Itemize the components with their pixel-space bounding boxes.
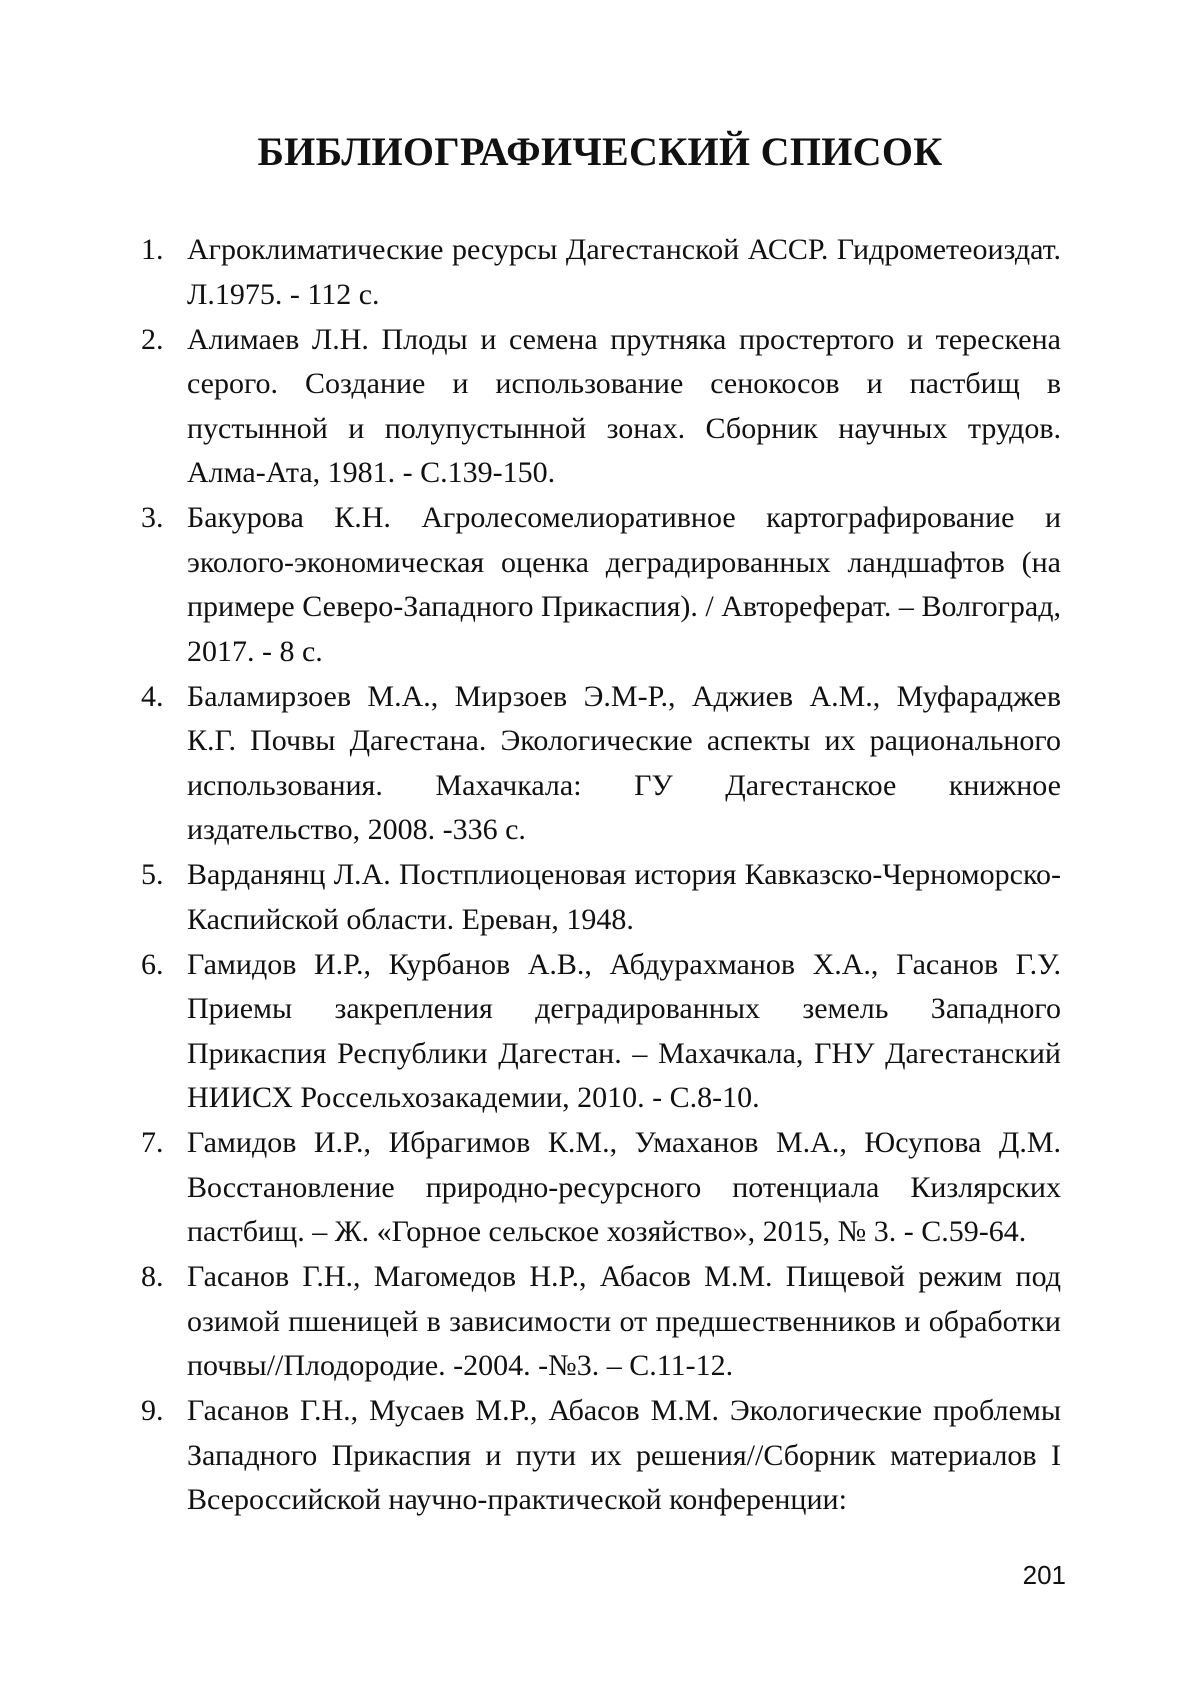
bibliography-list [141,228,1061,1523]
page-title: БИБЛИОГРАФИЧЕСКИЙ СПИСОК [257,129,943,174]
reference-text: Бакурова К.Н. Агролесомелиоративное картографирование и эколого-экономическая оценка деградированных ландшафтов (на примере Северо-Западного Прикаспия). / Автореферат. – Волгоград, 2017. - 8 с. [187,501,1061,668]
reference-text: Гамидов И.Р., Ибрагимов К.М., Умаханов М.А., Юсупова Д.М. Восстановление природно-ресурсного потенциала Кизлярских пастбищ. – Ж. «Горное сельское хозяйство», 2015, № 3. - С.59-64. [187,1126,1061,1248]
reference-text: Баламирзоев М.А., Мирзоев Э.М-Р., Аджиев А.М., Муфараджев К.Г. Почвы Дагестана. Экологические аспекты их рационального использования. Махачкала: ГУ Дагестанское книжное издательство, 2008. -336 с. [187,679,1061,846]
reference-item [141,496,1061,674]
reference-text: Агроклиматические ресурсы Дагестанской АССР. Гидрометеоиздат. Л.1975. - 112 с. [187,233,1061,311]
reference-number: 5. [141,858,164,891]
reference-number: 2. [141,322,164,356]
reference-text: Гасанов Г.Н., Мусаев М.Р., Абасов М.М. Экологические проблемы Западного Прикаспия и пути их решения//Сборник материалов I Всероссийской научно-практической конференции: [187,1394,1061,1516]
reference-number: 3. [141,501,164,534]
reference-item [141,228,1061,317]
reference-item [141,943,1061,1121]
reference-item [141,1389,1061,1523]
reference-item [141,1121,1061,1255]
page-number: 201 [1022,1560,1066,1590]
reference-text: Варданянц Л.А. Постплиоценовая история Кавказско-Черноморско-Каспийской области. Ереван, 1948. [187,858,1061,936]
reference-number: 9. [141,1394,164,1427]
reference-number: 8. [141,1260,164,1293]
reference-item [141,318,1061,496]
reference-item [141,1255,1061,1389]
reference-number: 1. [141,233,164,266]
reference-number: 6. [141,947,164,981]
reference-text: Гамидов И.Р., Курбанов А.В., Абдурахманов Х.А., Гасанов Г.У. Приемы закрепления деградированных земель Западного Прикаспия Республики Дагестан. – Махачкала, ГНУ Дагестанский НИИСХ Россельхозакадемии, 2010. - С.8-10. [187,947,1061,1114]
reference-number: 4. [141,679,164,713]
reference-text: Гасанов Г.Н., Магомедов Н.Р., Абасов М.М. Пищевой режим под озимой пшеницей в зависимости от предшественников и обработки почвы//Плодородие. -2004. -№3. – С.11-12. [187,1260,1061,1382]
reference-item [141,853,1061,942]
reference-number: 7. [141,1126,164,1159]
reference-text: Алимаев Л.Н. Плоды и семена прутняка простертого и терескена серого. Создание и использование сенокосов и пастбищ в пустынной и полупустынной зонах. Сборник научных трудов. Алма-Ата, 1981. - С.139-150. [187,322,1061,489]
reference-item [141,675,1061,853]
